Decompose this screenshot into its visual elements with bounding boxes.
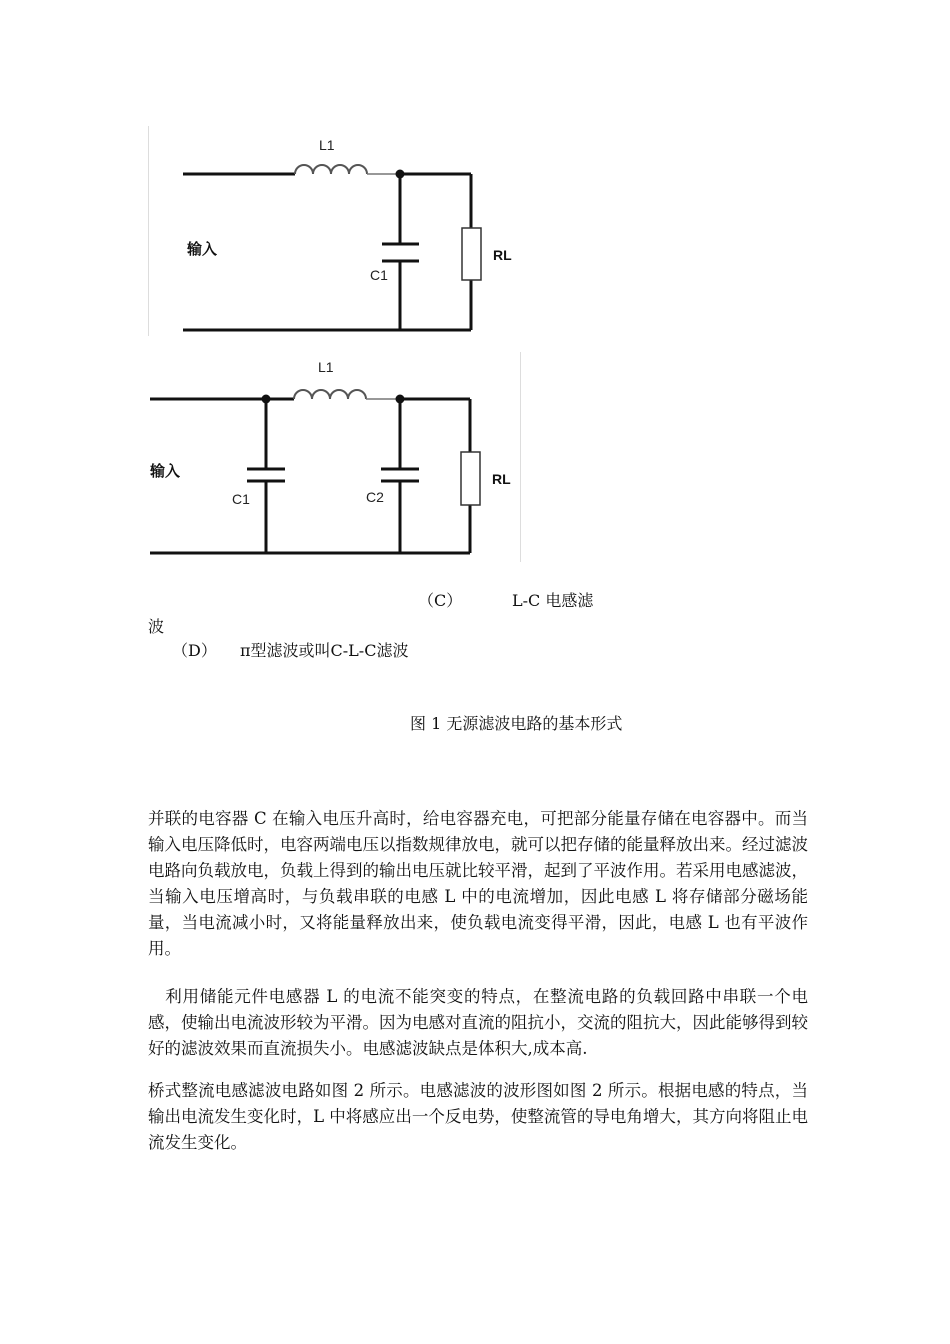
paragraph-inductor-filter xyxy=(148,984,808,1062)
capacitor-c1 xyxy=(382,244,419,261)
junction-node xyxy=(396,170,405,179)
resistor-rl xyxy=(462,228,481,280)
capacitor2-label: C2 xyxy=(366,489,384,505)
paragraph-text: 利用储能元件电感器 L 的电流不能突变的特点，在整流电路的负载回路中串联一个电感，使输出电流波形较为平滑。因为电感对直流的阻抗小，交流的阻抗大，因此能够得到较好的滤波效果而直流损失小。电感滤波缺点是体积大,成本高. xyxy=(148,987,808,1058)
caption-c-text: L-C 电感滤 xyxy=(512,591,594,610)
capacitor-label: C1 xyxy=(370,267,388,283)
inductor-l1 xyxy=(292,165,400,174)
junction-node-right xyxy=(396,395,405,404)
paragraph-capacitor-inductor-smoothing xyxy=(148,806,808,962)
caption-d-text: π型滤波或叫C-L-C滤波 xyxy=(240,641,409,660)
inductor-label: L1 xyxy=(318,359,334,375)
pi-filter-diagram xyxy=(148,352,521,562)
capacitor1-label: C1 xyxy=(232,491,250,507)
input-label: 输入 xyxy=(150,462,181,480)
inductor-label: L1 xyxy=(319,137,335,153)
caption-c-text-continued: 波 xyxy=(148,617,165,636)
caption-d-label: （D） xyxy=(172,641,217,660)
resistor-rl xyxy=(461,452,480,505)
load-label: RL xyxy=(493,247,512,263)
input-label: 输入 xyxy=(187,240,218,258)
junction-node-left xyxy=(262,395,271,404)
lc-filter-schematic xyxy=(149,126,529,336)
capacitor-c2 xyxy=(381,469,419,481)
load-label: RL xyxy=(492,471,511,487)
caption-c-label: （C） xyxy=(418,591,463,610)
lc-filter-diagram xyxy=(148,126,529,336)
capacitor-c1 xyxy=(247,469,285,481)
pi-filter-schematic xyxy=(148,352,520,562)
paragraph-bridge-rectifier xyxy=(148,1078,808,1156)
inductor-l1 xyxy=(291,390,400,399)
figure-title: 图 1 无源滤波电路的基本形式 xyxy=(410,714,623,733)
paragraph-text: 桥式整流电感滤波电路如图 2 所示。电感滤波的波形图如图 2 所示。根据电感的特点，当输出电流发生变化时，L 中将感应出一个反电势，使整流管的导电角增大，其方向将阻止电流发生变化。 xyxy=(148,1081,808,1152)
paragraph-text: 并联的电容器 C 在输入电压升高时，给电容器充电，可把部分能量存储在电容器中。而当输入电压降低时，电容两端电压以指数规律放电，就可以把存储的能量释放出来。经过滤波电路向负载放电，负载上得到的输出电压就比较平滑，起到了平波作用。若采用电感滤波，当输入电压增高时，与负载串联的电感 L 中的电流增加，因此电感 L 将存储部分磁场能量，当电流减小时，又将能量释放出来，使负载电流变得平滑，因此，电感 L 也有平波作用。 xyxy=(148,809,808,958)
